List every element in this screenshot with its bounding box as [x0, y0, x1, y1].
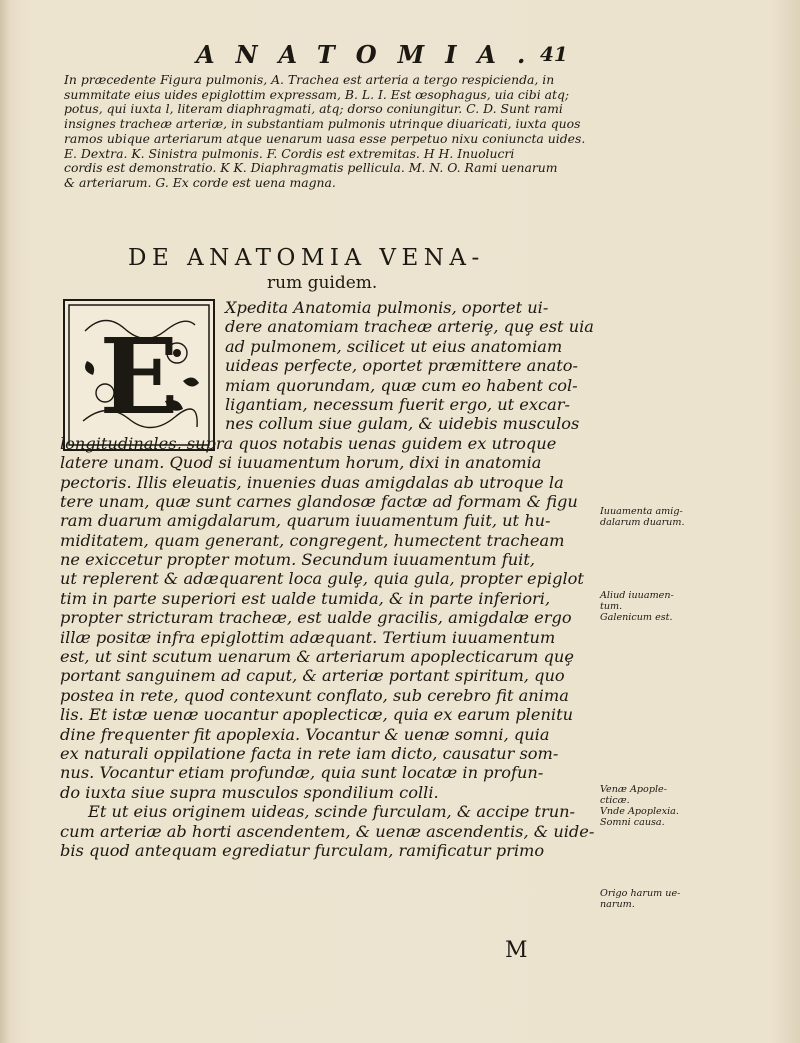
running-title: ANATOMIA. [196, 40, 547, 69]
text-line: cum arteriæ ab horti ascendentem, & uenæ ascendentis, & uide- [60, 821, 595, 841]
text-line: pectoris. Illis eleuatis, inuenies duas amigdalas ab utroque la [60, 472, 564, 492]
text-line: postea in rete, quod contexunt conflato, sub cerebro fit anima [60, 685, 569, 705]
section-subheading: rum guidem. [267, 273, 378, 293]
section-heading: DE ANATOMIA VENA- [128, 245, 485, 271]
text-line: ex naturali oppilatione facta in rete iam dicto, causatur som- [60, 743, 559, 763]
margin-note [600, 888, 710, 910]
margin-note-line: Aliud iuuamen- [600, 590, 674, 601]
margin-note-line: Galenicum est. [600, 612, 673, 623]
page-number: 41 [540, 42, 568, 66]
margin-note [600, 590, 710, 623]
text-line: miditatem, quam generant, congregent, humectent tracheam [60, 530, 565, 550]
text-line: bis quod antequam egrediatur furculam, ramificatur primo [60, 840, 545, 860]
text-line: Et ut eius originem uideas, scinde furculam, & accipe trun- [88, 802, 576, 822]
margin-note-line: Somni causa. [600, 817, 665, 828]
page-header [0, 40, 800, 70]
margin-note-line: tum. [600, 601, 623, 612]
text-line: dine frequenter fit apoplexia. Vocantur & uenæ somni, quia [60, 724, 550, 744]
margin-note-line: Vnde Apoplexia. [600, 806, 679, 817]
margin-note-line: dalarum duarum. [600, 517, 685, 528]
text-line: do iuxta siue supra musculos spondilium colli. [60, 782, 439, 802]
text-line: portant sanguinem ad caput, & arteriæ portant spiritum, quo [60, 666, 565, 686]
legend-line: potus, qui iuxta l, literam diaphragmati, atq; dorso coniungitur. C. D. Sunt rami [64, 102, 563, 117]
text-line: illæ positæ infra epiglottim adæquant. Tertium iuuamentum [60, 627, 556, 647]
legend-line: In præcedente Figura pulmonis, A. Trachea est arteria a tergo respicienda, in [64, 73, 555, 87]
text-line: Xpedita Anatomia pulmonis, oportet ui- [225, 298, 549, 317]
signature-mark: M [505, 938, 528, 963]
text-line: longitudinales, supra quos notabis uenas guidem ex utroque [60, 433, 557, 453]
margin-note [600, 506, 710, 528]
body-text [60, 298, 600, 860]
legend-line: insignes tracheæ arteriæ, in substantiam pulmonis utrinque diuaricati, iuxta quos [64, 117, 581, 132]
margin-note-line: Venæ Apople- [600, 784, 667, 795]
margin-note-line: Origo harum ue- [600, 888, 681, 899]
legend-line: summitate eius uides epiglottim expressam, B. L. I. Est œsophagus, uia cibi atq; [64, 87, 570, 102]
text-line: latere unam. Quod si iuuamentum horum, dixi in anatomia [60, 453, 542, 473]
text-line: tere unam, quæ sunt carnes glandosæ factæ ad formam & figu [60, 491, 578, 511]
legend-line: ramos ubique arteriarum atque uenarum uasa esse perpetuo nixu coniuncta uides. [64, 131, 586, 146]
text-line: miam quorundam, quæ cum eo habent col- [225, 375, 578, 395]
text-line: ut replerent & adæquarent loca gulȩ, quia gula, propter epiglot [60, 569, 584, 589]
margin-note [600, 784, 710, 828]
text-line: ad pulmonem, scilicet ut eius anatomiam [225, 336, 563, 356]
text-line: ligantiam, necessum fuerit ergo, ut excar- [225, 394, 570, 414]
text-line: ram duarum amigdalarum, quarum iuuamentum fuit, ut hu- [60, 511, 551, 531]
margin-note-line: narum. [600, 899, 635, 910]
text-line: nus. Vocantur etiam profundæ, quia sunt locatæ in profun- [60, 763, 544, 783]
text-line: propter stricturam tracheæ, est ualde gracilis, amigdalæ ergo [60, 608, 572, 628]
margin-note-line: cticæ. [600, 795, 630, 806]
text-line: nes collum siue gulam, & uidebis musculos [225, 414, 580, 434]
text-line: dere anatomiam tracheæ arteriȩ, quȩ est uia [225, 317, 594, 337]
margin-note-line: Iuuamenta amig- [600, 506, 683, 517]
legend-line: cordis est demonstratio. K K. Diaphragmatis pellicula. M. N. O. Rami uenarum [64, 161, 558, 176]
legend-line: E. Dextra. K. Sinistra pulmonis. F. Cordis est extremitas. H H. Inuolucri [64, 146, 515, 161]
text-line: est, ut sint scutum uenarum & arteriarum apoplecticarum quȩ [60, 647, 574, 667]
text-line: uideas perfecte, oportet præmittere anato- [225, 356, 579, 376]
figure-legend [64, 73, 600, 191]
text-line: tim in parte superiori est ualde tumida, & in parte inferiori, [60, 588, 551, 608]
initial-letter: E [99, 315, 179, 438]
legend-line: & arteriarum. G. Ex corde est uena magna. [64, 175, 336, 190]
text-line: lis. Et istæ uenæ uocantur apoplecticæ, quia ex earum plenitu [60, 705, 574, 725]
text-line: ne exiccetur propter motum. Secundum iuuamentum fuit, [60, 550, 535, 570]
